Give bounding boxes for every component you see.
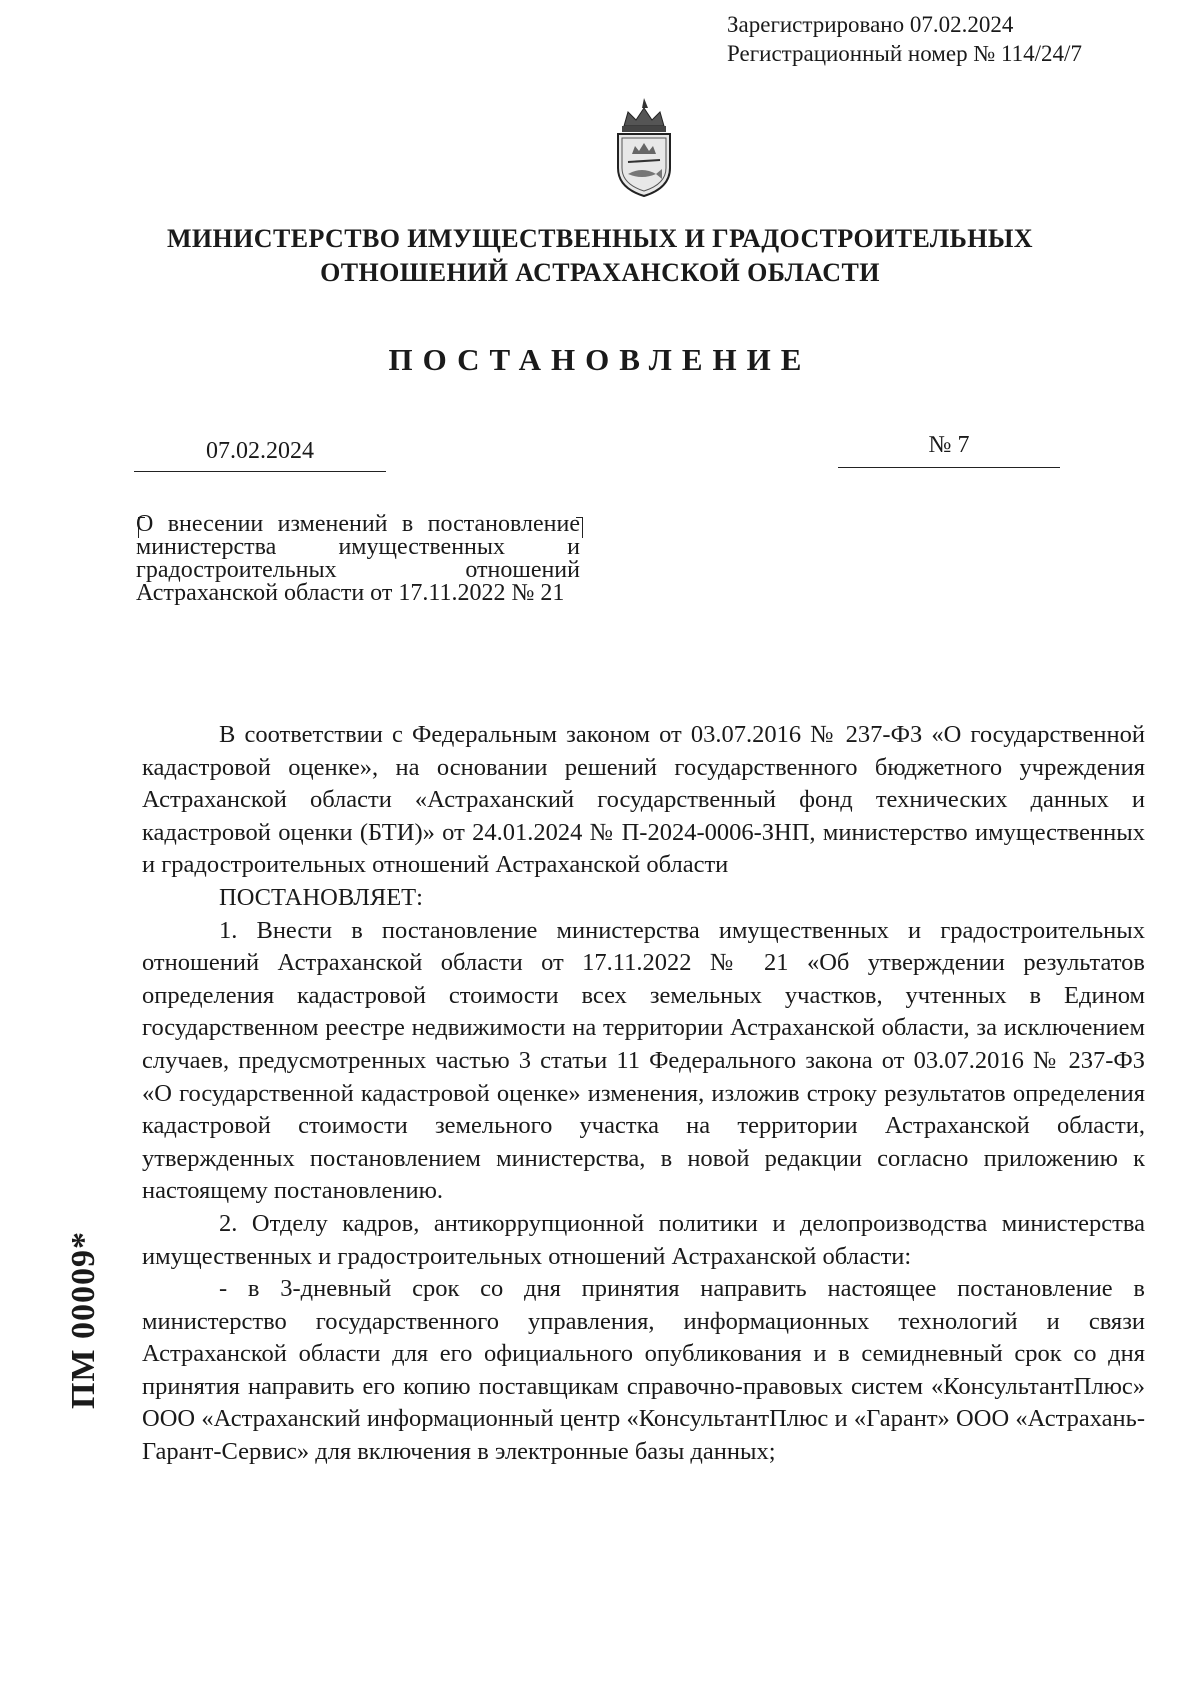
body-decree: ПОСТАНОВЛЯЕТ: (219, 883, 423, 911)
document-body (142, 719, 1145, 1469)
body-item-2: 2. Отделу кадров, антикоррупционной политики и делопроизводства министерства имущественных и градостроительных отношений Астраханской области: (142, 1209, 1145, 1270)
document-number: № 7 (838, 432, 1060, 468)
document-subject-text: О внесении изменений в постановление министерства имущественных и градостроительных отношений Астраханской области от 17.11.2022 № 21 (136, 511, 580, 606)
astrakhan-coat-of-arms-icon (606, 96, 682, 198)
ministry-name-line1: МИНИСТЕРСТВО ИМУЩЕСТВЕННЫХ И ГРАДОСТРОИТЕЛЬНЫХ (166, 224, 1033, 253)
document-date: 07.02.2024 (134, 438, 386, 472)
body-item-1: 1. Внести в постановление министерства имущественных и градостроительных отношений Астраханской области от 17.11.2022 № 21 «Об утверждении результатов определения кадастровой стоимости всех земельных участков, учтенных в Едином государственном реестре недвижимости на территории Астраханской области, за исключением случаев, предусмотренных частью 3 статьи 11 Федерального закона от 03.07.2016 № 237-ФЗ «О государственной кадастровой оценке» изменения, изложив строку результатов определения кадастровой стоимости земельного участка на территории Астраханской области, утвержденных постановлением министерства, в новой редакции согласно приложению к настоящему постановлению. (142, 916, 1145, 1205)
document-subject (136, 513, 580, 605)
document-type: ПОСТАНОВЛЕНИЕ (388, 342, 812, 377)
side-registry-mark (54, 1195, 114, 1445)
registration-date: Зарегистрировано 07.02.2024 (727, 12, 1014, 37)
ministry-name-line2: ОТНОШЕНИЙ АСТРАХАНСКОЙ ОБЛАСТИ (320, 258, 880, 287)
registration-stamp (727, 10, 1082, 68)
ministry-name (150, 222, 1050, 290)
body-preamble: В соответствии с Федеральным законом от 03.07.2016 № 237-ФЗ «О государственной кадастровой оценке», на основании решений государственного бюджетного учреждения Астраханской области «Астраханский государственный фонд технических данных и кадастровой оценки (БТИ)» от 24.01.2024 № П-2024-0006-ЗНП, министерство имущественных и градостроительных отношений Астраханской области (142, 721, 1145, 879)
registration-number: Регистрационный номер № 114/24/7 (727, 41, 1082, 66)
body-item-2-sub-1: - в 3-дневный срок со дня принятия направить настоящее постановление в министерство государственного управления, информационных технологий и связи Астраханской области для его официального опубликования и в семидневный срок со дня принятия направить его копию поставщикам справочно-правовых систем «КонсультантПлюс» ООО «Астраханский информационный центр «КонсультантПлюс и «Гарант» ООО «Астрахань-Гарант-Сервис» для включения в электронные базы данных; (142, 1275, 1145, 1466)
side-registry-mark-text: ПМ 00009* (65, 1230, 102, 1410)
